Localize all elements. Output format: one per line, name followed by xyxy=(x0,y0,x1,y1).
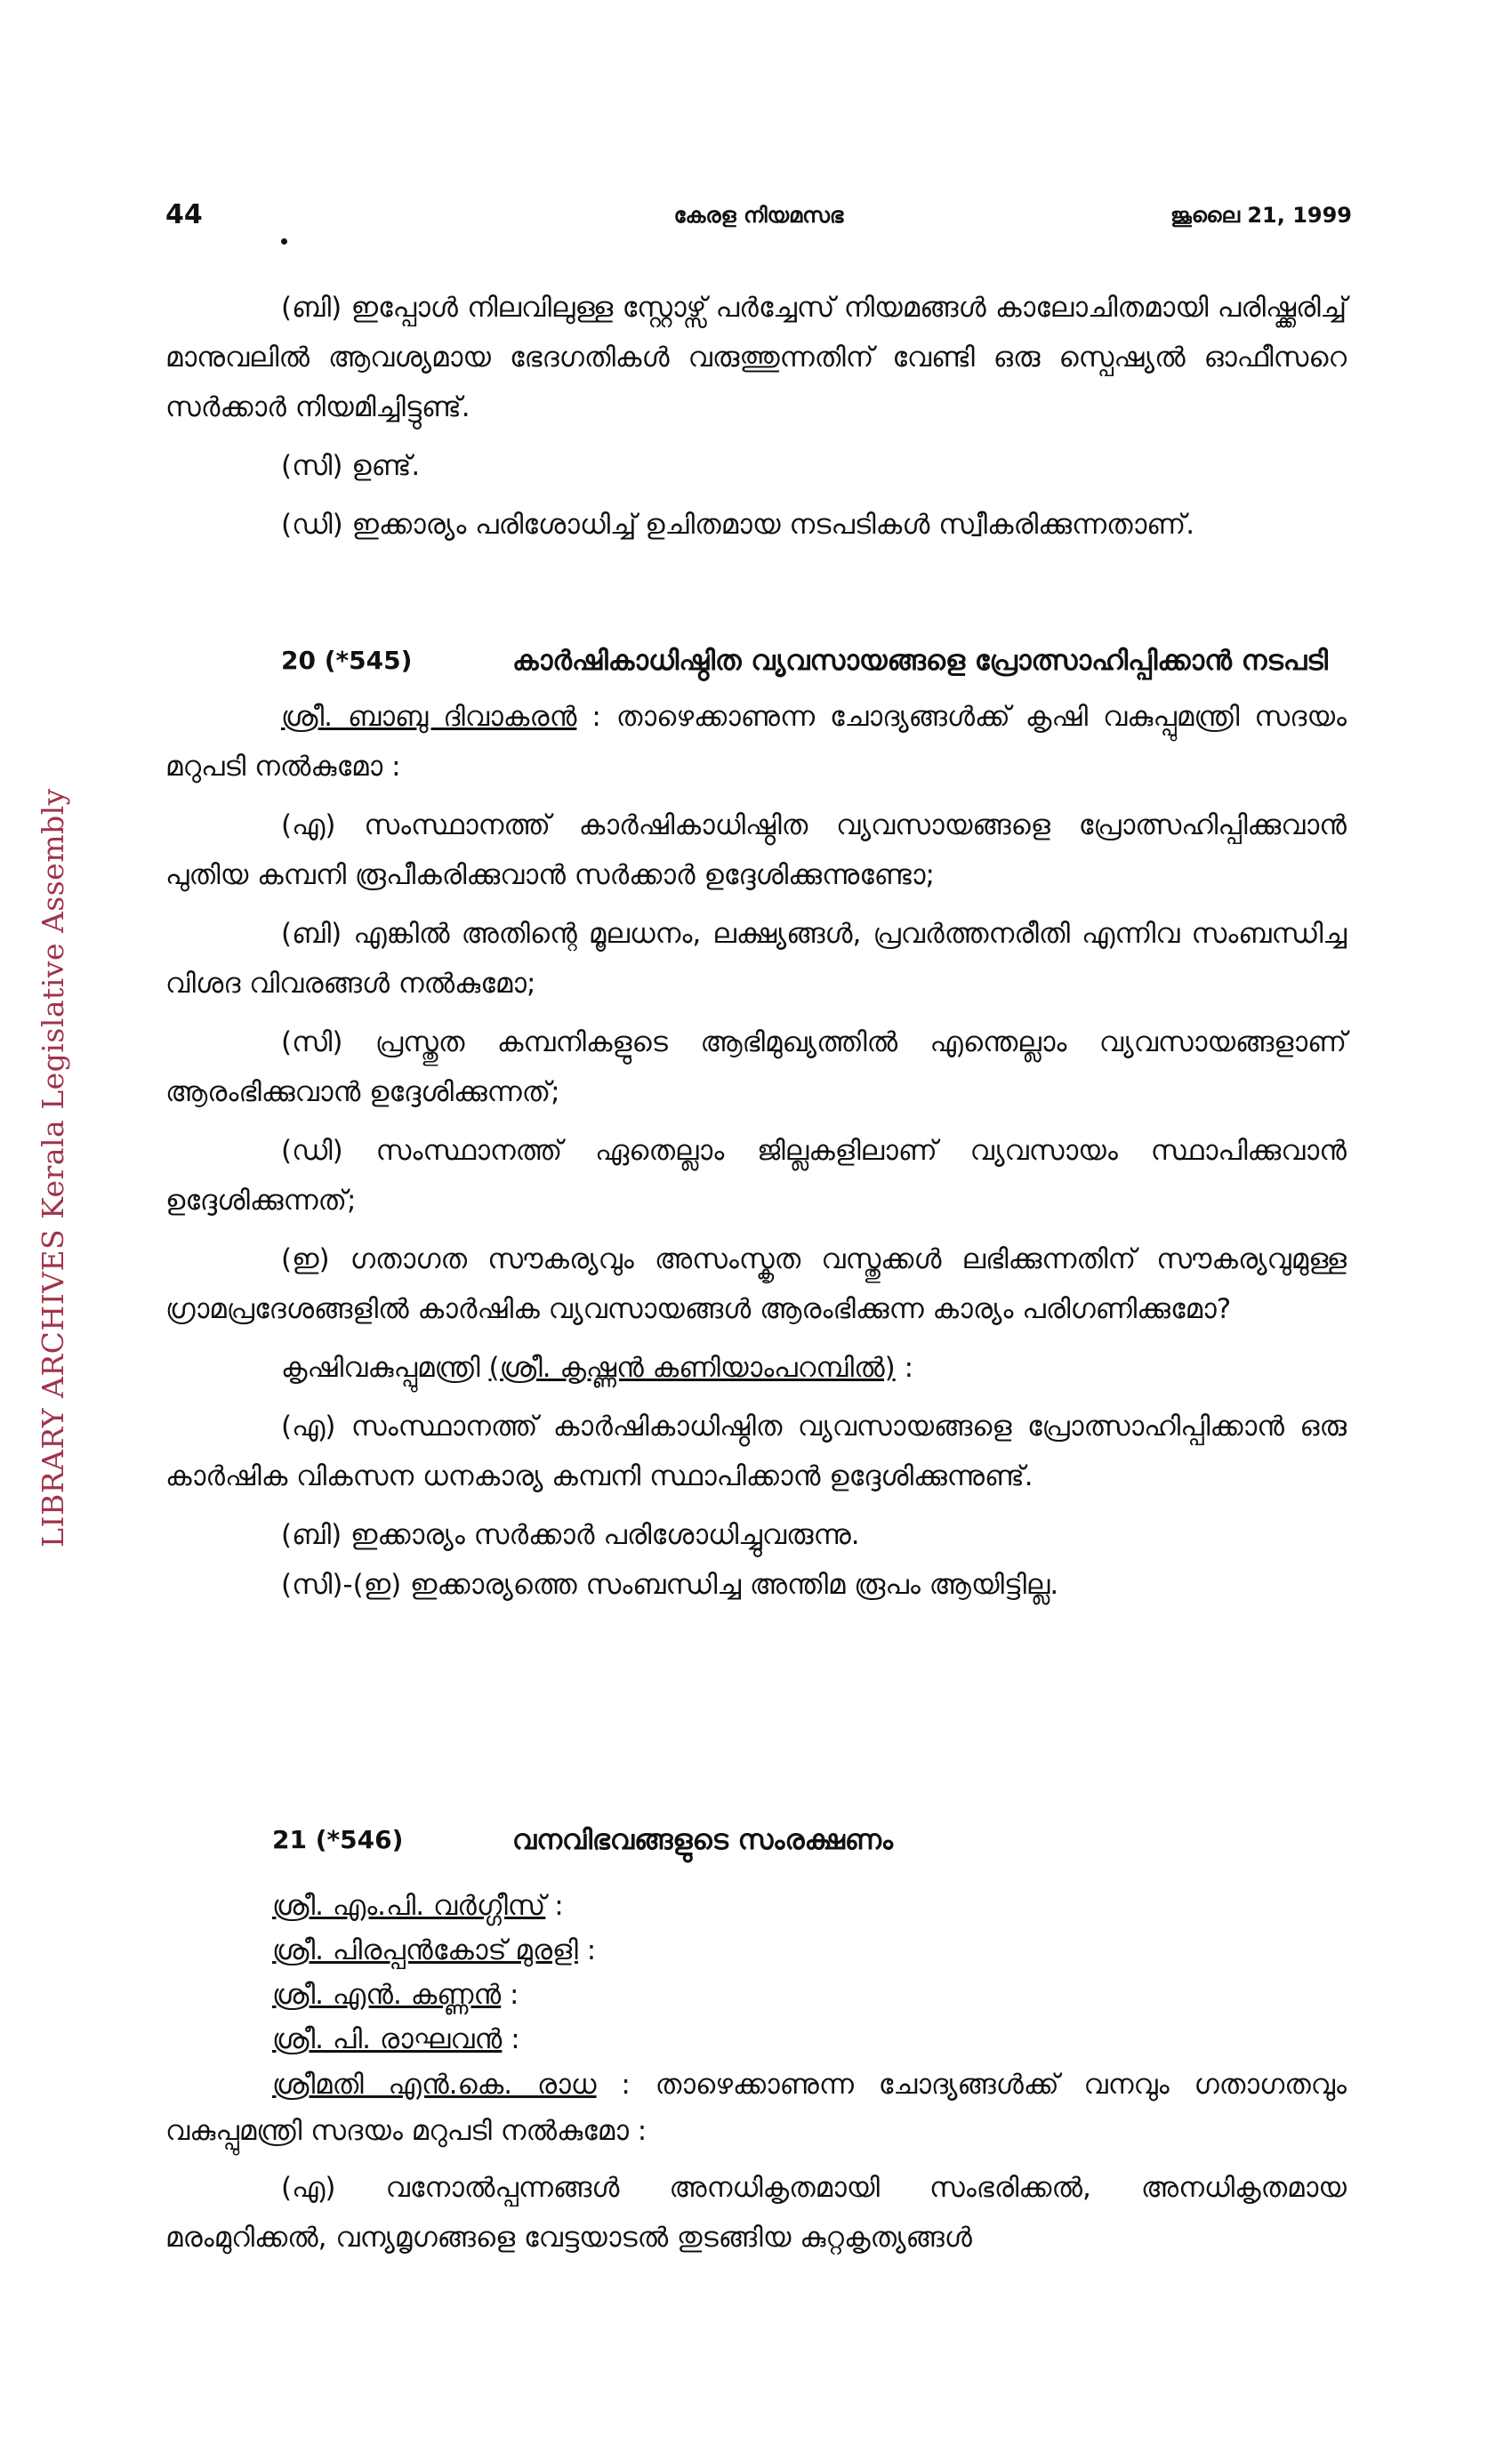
answer-b: (ബി) ഇക്കാര്യം സർക്കാർ പരിശോധിച്ചുവരുന്നു. xyxy=(281,1519,860,1551)
page-header xyxy=(165,199,1352,235)
member-2: ശ്രീ. പിരപ്പൻകോട് മുരളി : xyxy=(272,1934,597,1966)
header-title: കേരള നിയമസഭ xyxy=(673,203,844,228)
page-number: 44 xyxy=(165,199,203,230)
answer-b: (ബി) ഇപ്പോൾ നിലവിലുള്ള സ്റ്റോഴ്സ് പർച്ചേസ് നിയമങ്ങൾ കാലോചിതമായി പരിഷ്ക്കരിച്ച് മാനുവലിൽ ആവശ്യമായ ഭേദഗതികൾ വരുത്തുന്നതിന് വേണ്ടി ഒരു സ്പെഷ്യൽ ഓഫീസറെ സർക്കാർ നിയമിച്ചിട്ടുണ്ട്. xyxy=(165,292,1347,423)
member-1: ശ്രീ. എം.പി. വർഗ്ഗീസ് : xyxy=(272,1890,564,1922)
print-dot xyxy=(281,238,287,245)
question-number: 20 (*545) xyxy=(281,646,413,675)
question-c: (സി) പ്രസ്തുത കമ്പനികളുടെ ആഭിമുഖ്യത്തിൽ എന്തെല്ലാം വ്യവസായങ്ങളാണ് ആരംഭിക്കുവാൻ ഉദ്ദേശിക്കുന്നത്; xyxy=(165,1026,1347,1108)
header-date: ജൂലൈ 21, 1999 xyxy=(1170,203,1352,228)
prev-answer-block xyxy=(165,283,1347,550)
question-intro xyxy=(165,692,1347,792)
question-b: (ബി) എങ്കിൽ അതിന്റെ മൂലധനം, ലക്ഷ്യങ്ങൾ, പ്രവർത്തനരീതി എന്നിവ സംബന്ധിച്ച വിശദ വിവരങ്ങൾ നൽകുമോ; xyxy=(165,918,1347,1000)
member-3: ശ്രീ. എൻ. കണ്ണൻ : xyxy=(272,1979,519,2011)
member-4: ശ്രീ. പി. രാഘവൻ : xyxy=(272,2023,520,2055)
question-number: 21 (*546) xyxy=(272,1825,404,1854)
question-a: (എ) സംസ്ഥാനത്ത് കാർഷികാധിഷ്ഠിത വ്യവസായങ്ങളെ പ്രോത്സഹിപ്പിക്കുവാൻ പുതിയ കമ്പനി രൂപീകരിക്കുവാൻ സർക്കാർ ഉദ്ദേശിക്കുന്നുണ്ടോ; xyxy=(165,809,1347,891)
answer-c: (സി) ഉണ്ട്. xyxy=(281,450,421,482)
question-20-heading xyxy=(165,639,1347,683)
minister-line xyxy=(165,1343,1347,1393)
last-member-name: ശ്രീമതി എൻ.കെ. രാധ xyxy=(272,2069,597,2101)
question-intro xyxy=(165,2062,1347,2154)
question-a: (എ) വനോൽപ്പന്നങ്ങൾ അനധികൃതമായി സംഭരിക്കൽ, അനധികൃതമായ മരംമുറിക്കൽ, വന്യമൃഗങ്ങളെ വേട്ടയാടൽ തുടങ്ങിയ കുറ്റകൃത്യങ്ങൾ xyxy=(165,2172,1347,2254)
question-title: വനവിഭവങ്ങളുടെ സംരക്ഷണം xyxy=(512,1824,893,1856)
answer-c-e: (സി)-(ഇ) ഇക്കാര്യത്തെ സംബന്ധിച്ച അന്തിമ രൂപം ആയിട്ടില്ല. xyxy=(281,1569,1059,1601)
answer-a: (എ) സംസ്ഥാനത്ത് കാർഷികാധിഷ്ഠിത വ്യവസായങ്ങളെ പ്രോത്സാഹിപ്പിക്കാൻ ഒരു കാർഷിക വികസന ധനകാര്യ കമ്പനി സ്ഥാപിക്കാൻ ഉദ്ദേശിക്കുന്നുണ്ട്. xyxy=(165,1411,1347,1492)
asker-name: ശ്രീ. ബാബു ദിവാകരൻ xyxy=(281,701,577,733)
archive-watermark: LIBRARY ARCHIVES Kerala Legislative Assembly xyxy=(36,788,70,1548)
question-d: (ഡി) സംസ്ഥാനത്ത് ഏതെല്ലാം ജില്ലകളിലാണ് വ്യവസായം സ്ഥാപിക്കുവാൻ ഉദ്ദേശിക്കുന്നത്; xyxy=(165,1135,1347,1217)
answer-d: (ഡി) ഇക്കാര്യം പരിശോധിച്ച് ഉചിതമായ നടപടികൾ സ്വീകരിക്കുന്നതാണ്. xyxy=(281,509,1195,541)
minister-prefix: കൃഷിവകുപ്പുമന്ത്രി xyxy=(281,1352,489,1384)
minister-suffix: : xyxy=(895,1352,914,1384)
question-21-block xyxy=(165,1818,1347,2263)
question-e: (ഇ) ഗതാഗത സൗകര്യവും അസംസ്കൃത വസ്തുക്കൾ ലഭിക്കുന്നതിന് സൗകര്യവുമുള്ള ഗ്രാമപ്രദേശങ്ങളിൽ കാർഷിക വ്യവസായങ്ങൾ ആരംഭിക്കുന്ന കാര്യം പരിഗണിക്കുമോ? xyxy=(165,1243,1347,1325)
question-20-block xyxy=(165,639,1347,1610)
question-intro-text: : താഴെക്കാണുന്ന ചോദ്യങ്ങൾക്ക് വനവും ഗതാഗതവും വകുപ്പുമന്ത്രി സദയം മറുപടി നൽകുമോ : xyxy=(165,2069,1347,2147)
question-title: കാർഷികാധിഷ്ഠിത വ്യവസായങ്ങളെ പ്രോത്സാഹിപ്പിക്കാൻ നടപടി xyxy=(512,645,1328,677)
minister-name: (ശ്രീ. കൃഷ്ണൻ കണിയാംപറമ്പിൽ) xyxy=(488,1352,896,1384)
question-intro-text: : താഴെക്കാണുന്ന ചോദ്യങ്ങൾക്ക് കൃഷി വകുപ്പുമന്ത്രി സദയം മറുപടി നൽകുമോ : xyxy=(165,701,1347,783)
question-21-heading xyxy=(165,1818,1347,1862)
